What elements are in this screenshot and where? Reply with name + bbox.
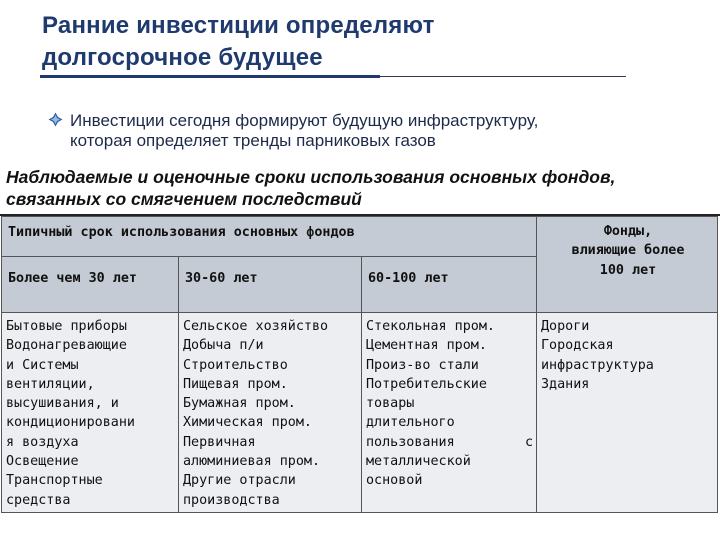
list-item: Цементная пром. — [366, 338, 487, 354]
column-header-30-plus: Более чем 30 лет — [2, 257, 179, 313]
group-header-label: Типичный срок использования основных фондов — [8, 225, 355, 240]
table-group-header — [2, 217, 537, 257]
list-item: Строительство — [183, 357, 288, 373]
list-item: с — [524, 434, 533, 450]
list-item: Пищевая пром. — [183, 376, 288, 392]
list-item: Водонагревающие — [6, 338, 127, 354]
column-header-30-60: 30-60 лет — [179, 257, 362, 313]
header-over-100-line-2: влияющие более — [571, 243, 685, 259]
list-item: Здания — [541, 376, 590, 392]
list-item: Освещение — [6, 454, 79, 470]
column-header-60-100: 60-100 лет — [362, 257, 537, 313]
title-line-1: Ранние инвестиции определяют — [42, 12, 435, 39]
list-item: Сельское хозяйство — [183, 319, 329, 334]
cell-over-100 — [537, 313, 718, 513]
page-title — [42, 10, 642, 74]
title-underline-accent — [40, 75, 380, 78]
list-item-justified — [366, 433, 533, 452]
list-item: Добыча п/и — [183, 338, 264, 354]
title-line-2: долгосрочное будущее — [42, 44, 323, 71]
header-over-100-line-1: Фонды, — [603, 224, 653, 239]
list-item: производства — [183, 492, 280, 508]
table-caption — [6, 166, 720, 210]
list-item: длительного — [366, 415, 455, 431]
list-item: кондиционировани — [6, 415, 135, 431]
list-item: вентиляции, — [6, 376, 95, 392]
list-item: инфраструктура — [541, 357, 654, 373]
bullet-text-line-2: которая определяет тренды парниковых газов — [70, 131, 436, 150]
list-item: Бумажная пром. — [183, 396, 296, 412]
asset-lifetime-table — [1, 216, 718, 513]
bullet-text-line-1: Инвестиции сегодня формируют будущую инфраструктуру, — [70, 111, 539, 130]
list-item: Произ-во стали — [366, 357, 479, 373]
list-item: Другие отрасли — [183, 473, 296, 489]
list-item: пользования — [366, 434, 455, 450]
table-header-over-100 — [537, 217, 718, 313]
list-item: Городская — [541, 338, 614, 354]
list-item: средства — [6, 492, 71, 508]
cell-60-100 — [362, 313, 537, 513]
list-item: Стекольная пром. — [366, 319, 495, 334]
cell-30-plus — [2, 313, 179, 513]
list-item: металлической — [366, 454, 471, 470]
list-item: высушивания, и — [6, 396, 119, 412]
diamond-bullet-icon — [48, 112, 64, 128]
list-item: Химическая пром. — [183, 415, 312, 431]
list-item: Транспортные — [6, 473, 103, 489]
caption-line-1: Наблюдаемые и оценочные сроки использования основных фондов, — [6, 167, 616, 187]
list-item: Дороги — [541, 319, 590, 334]
list-item: Потребительские — [366, 376, 487, 392]
list-item: основой — [366, 473, 423, 489]
list-item: Бытовые приборы — [6, 319, 127, 334]
list-item: Первичная — [183, 434, 256, 450]
cell-30-60 — [179, 313, 362, 513]
list-item: алюминиевая пром. — [183, 454, 321, 470]
list-item: я воздуха — [6, 434, 79, 450]
caption-line-2: связанных со смягчением последствий — [6, 189, 362, 209]
bullet-point — [48, 111, 688, 151]
header-over-100-line-3: 100 лет — [599, 262, 657, 278]
list-item: товары — [366, 396, 415, 412]
list-item: и Системы — [6, 357, 79, 373]
